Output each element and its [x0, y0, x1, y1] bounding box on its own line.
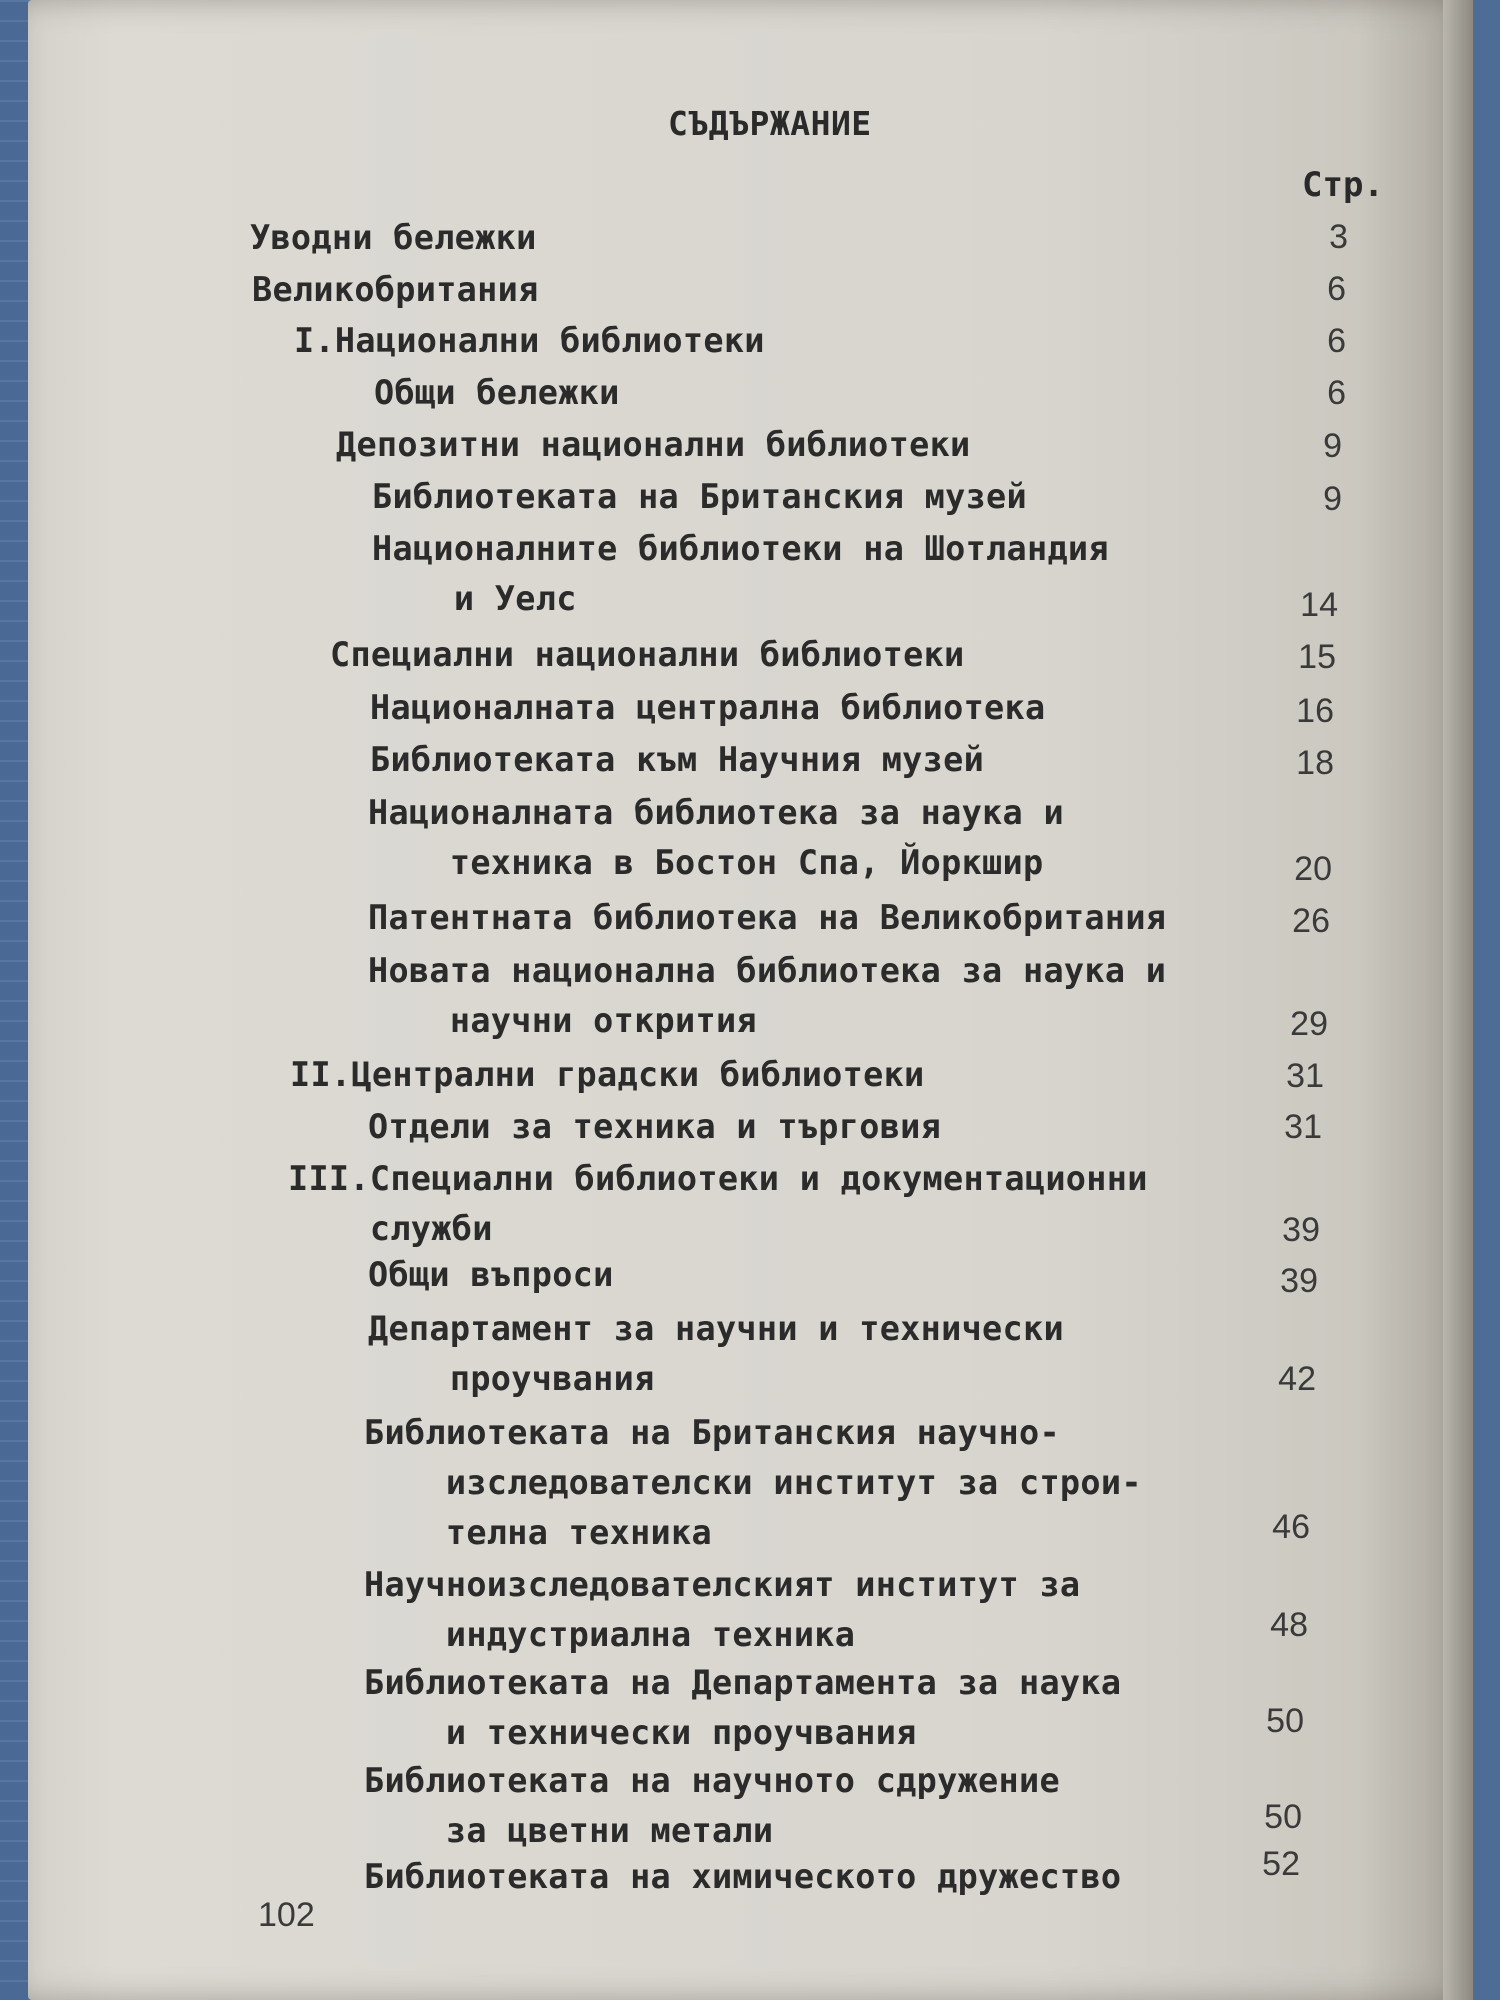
- toc-entry-page: 20: [1294, 850, 1332, 888]
- toc-entry-text: Библиотеката на Британския научно- изследователски институт за строи- телна техника: [364, 1413, 1142, 1552]
- toc-entry-page: 29: [1290, 1005, 1328, 1043]
- toc-entry-text: III.Специални библиотеки и документационни служби: [288, 1159, 1148, 1248]
- toc-entry-text: Научноизследователският институт за индустриална техника: [364, 1565, 1081, 1654]
- toc-entry-page: 42: [1278, 1360, 1316, 1398]
- toc-entry-text: Новата национална библиотека за наука и научни открития: [368, 951, 1167, 1040]
- toc-entry-text: Библиотеката на научното сдружение за цветни метали: [364, 1761, 1060, 1850]
- toc-entry-page: 31: [1286, 1057, 1324, 1095]
- toc-entry-text: Общи въпроси: [368, 1255, 614, 1294]
- toc-entry-text: Депозитни национални библиотеки: [336, 425, 971, 464]
- toc-entry-page: 6: [1327, 270, 1346, 308]
- toc-entry-page: 26: [1292, 902, 1330, 940]
- toc-entry-page: 9: [1323, 427, 1342, 465]
- toc-entry-page: 39: [1282, 1211, 1320, 1249]
- toc-entry-text: Уводни бележки: [250, 218, 537, 257]
- toc-entry-text: Националната библиотека за наука и техника в Бостон Спа, Йоркшир: [368, 793, 1064, 882]
- page-title: СЪДЪРЖАНИЕ: [668, 104, 872, 143]
- toc-entry-page: 31: [1284, 1108, 1322, 1146]
- toc-entry-page: 15: [1298, 638, 1336, 676]
- toc-entry-page: 6: [1327, 322, 1346, 360]
- toc-entry-page: 3: [1329, 218, 1348, 256]
- toc-entry-text: I.Национални библиотеки: [294, 321, 765, 360]
- toc-entry-text: Департамент за научни и технически проучвания: [368, 1309, 1064, 1398]
- toc-entry-page: 18: [1296, 744, 1334, 782]
- toc-entry-page: 9: [1323, 480, 1342, 518]
- toc-entry-text: Библиотеката на химическото дружество: [364, 1857, 1122, 1896]
- toc-entry-text: Националните библиотеки на Шотландия и Уелс: [372, 529, 1109, 618]
- book-spine-shadow: [1443, 0, 1473, 2000]
- toc-entry-page: 50: [1264, 1798, 1302, 1836]
- toc-entry-text: Националната централна библиотека: [370, 688, 1046, 727]
- toc-entry-text: Библиотеката на Департамента за наука и технически проучвания: [364, 1663, 1122, 1752]
- toc-entry-page: 46: [1272, 1508, 1310, 1546]
- toc-entry-text: Библиотеката към Научния музей: [370, 740, 985, 779]
- toc-entry-page: 16: [1296, 692, 1334, 730]
- page-column-label: Стр.: [1302, 165, 1384, 205]
- toc-entry-text: Отдели за техника и търговия: [368, 1107, 942, 1146]
- toc-entry-page: 14: [1300, 586, 1338, 624]
- toc-entry-text: Специални национални библиотеки: [330, 635, 965, 674]
- toc-entry-text: Общи бележки: [374, 373, 620, 412]
- toc-entry-page: 39: [1280, 1262, 1318, 1300]
- toc-entry-text: Великобритания: [252, 270, 539, 309]
- toc-entry-text: Библиотеката на Британския музей: [372, 477, 1027, 516]
- toc-entry-page: 48: [1270, 1606, 1308, 1644]
- page-number: 102: [258, 1896, 315, 1934]
- toc-entry-page: 52: [1262, 1845, 1300, 1883]
- toc-entry-text: Патентната библиотека на Великобритания: [368, 898, 1167, 937]
- toc-entry-text: II.Централни градски библиотеки: [290, 1055, 925, 1094]
- toc-entry-page: 50: [1266, 1702, 1304, 1740]
- toc-entry-page: 6: [1327, 374, 1346, 412]
